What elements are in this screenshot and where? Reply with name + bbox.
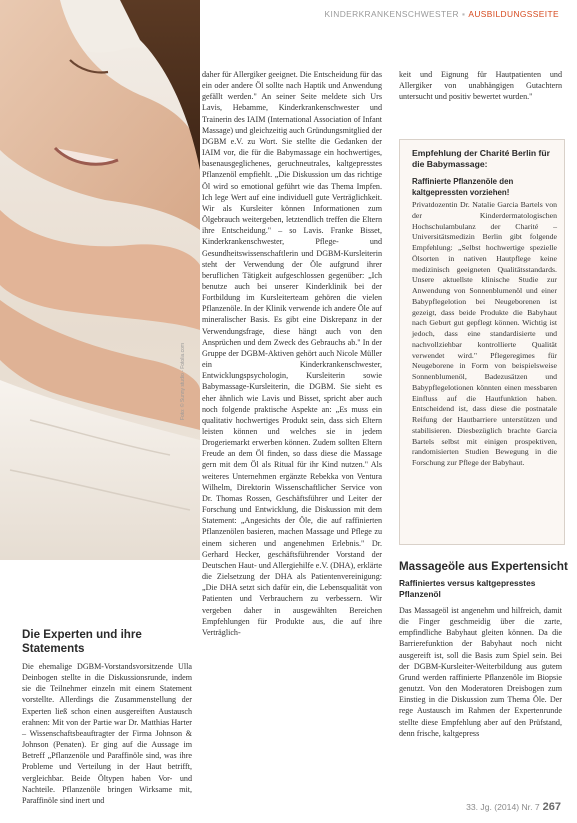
middle-column [202,69,382,638]
infobox-body: Privatdozentin Dr. Natalie Garcia Bartels von der Kinderdermatologischen Hochschulambulanz der Charité – Universitätsmedizin Berlin gibt folgende Empfehlung: „Selbst hochwertige spezielle Ölsorten in nativen Hautpflege keine medizinisch geeigneten Qualitätsstandards. Unsere aktuellste klinische Studie zur Anwendung von Sonnenblumenöl und einer Babypflegelotion bei Neugeborenen ist gezeigt, dass beide Produkte die Babyhaut nach Geburt gut gepflegt können. Wichtig ist jedoch, dass eine standardisierte und nachvollziehbar kontrollierte Qualität verwendet wird." Pflegeregimes für Neugeborene in Form von beispielsweise Sonnenblumenöl, Badezusätzen und Babypflegelotionen könnten einen messbaren Einfluss auf die Hautfunktion haben. Entscheidend ist, dass diese die postnatale Reifung der Hautbarriere unterstützen und stabilisieren. Diesbezüglich brachte Garcia Bartels selbst mit einigen prospektiven, randomisierten Studien Bewegung in die Forschung zur Pflege der Babyhaut. [412,200,557,467]
right-column-top-text: keit und Eignung für Hautpatienten und Allergiker von unabhängigen Gutachtern untersucht und positiv bewertet wurden." [399,70,562,102]
page-number: 267 [542,801,561,813]
issue-info: 33. Jg. (2014) Nr. 7 [466,802,540,812]
charite-infobox [399,139,565,545]
right-subheading: Raffiniertes versus kaltgepresstes Pflanzenöl [399,578,536,599]
right-column-bottom [399,605,562,739]
left-column-text: Die ehemalige DGBM-Vorstandsvorsitzende Ulla Deinbogen stellte in die Diskussionsrunde, indem sie die Teilnehmer einzeln mit einem Statement vorstellte. Allerdings die Zusammenstellung der Experten ließ schon einen ausgereiften Austausch erahnen: Mit von der Partie war Dr. Matthias Harter – Wissenschaftsbeauftragter der Firma Johnson & Johnson (Penaten). Er ging auf die Aussage im Betreff „Pflanzenöle und Paraffinöle sind, was ihre Probleme und Verteilung in der Haut betrifft, vergleichbar. Beide Öltypen haben Vor- und Nachteile. Pflanzenöle bringen Wirksame mit, Paraffinöle sind inert und [22,662,192,805]
header-separator-icon: ▪ [461,9,466,19]
right-column-bottom-text: Das Massageöl ist angenehm und hilfreich, damit die Finger geschmeidig über die zarte, empfindliche Babyhaut gleiten können. Da die Barrierefunktion der Babyhaut noch nicht ausgereift ist, soll die Basis zum Spiel sein. Bei der DGBM-Kursleiter-Weiterbildung aus gutem Grund werden raffinierte Pflanzenöle im Biopsie genutzt. Von den Moderatoren Dreisbogen zum Einstieg in die Diskussion zum Thema Öle. Der rege Austausch im Rahmen der Expertenrunde stellte diese Empfehlung aber auf den Prüfstand, denn frische, kaltgepress [399,606,562,738]
infobox-subtitle: Raffinierte Pflanzenöle den kaltgepressten vorziehen! [412,177,514,197]
left-heading: Die Experten und ihre Statements [22,628,142,655]
mother-baby-photo [0,0,200,560]
infobox-title: Empfehlung der Charité Berlin für die Babymassage: [412,148,550,169]
photo-credit: Foto: © Sunny studio - Fotolia.com [180,342,186,420]
running-header [325,9,559,19]
header-photo [0,0,200,560]
right-heading: Massageöle aus Expertensicht [399,560,568,573]
section-name: AUSBILDUNGSSEITE [468,9,559,19]
publication-name: KINDERKRANKENSCHWESTER [324,9,459,19]
middle-column-text: daher für Allergiker geeignet. Die Entscheidung für das ein oder andere Öl sollte nach Haptik und Anwendung gefällt werden." An seiner Seite meldete sich Urs Lavis, Hebamme, Kinderkrankenschwester und Trainerin des IAIM (International Association of Infant Massage) und gleichzeitig auch Gründungsmitglied der DGBM e.V. zu Wort. Sie stellte die Gedanken der IAIM vor, die für die Babymassage ein hochwertiges, basenausgeglichenes, geruchneutrales, kaltgepresstes Pflanzenöl empfiehlt. „Die Diskussion um das richtige Öl wird so emotional geführt wie das Thema Impfen. Ich lege Wert auf eine individuell gute Verträglichkeit. Wir als Kursleiter können Informationen zum Ölgebrauch weitergeben, letztendlich treffen die Eltern ihre Entscheidung." – so Lavis. Franke Bisset, Kinderkrankenschwester, Pflege- und Gesundheitswissenschaftlerin und DGBM-Kursleiterin steht der Verwendung der Öle aufgrund ihrer beruflichen Tätigkeit aufgeschlossen gegenüber: „Ich benutze auch bei unserer Kinderklinik bei der Fortbildung im Kursleiterteam gehören die vielen Pflanzenöle. In der Klinik verwende ich andere Öle auf mineralischer Basis. Es gibt eine Diskrepanz in der Verwendungsfrage, diese hängt auch von den Ansprüchen und dem Zweck des Gebrauchs ab." In der Gruppe der DGBM-Aktiven gehört auch Nicole Müller ein Kinderkrankenschwester, Entwicklungspsychologin, Kursleiterin sowie Babymassage-Kursleiterin, die DGBM. Sie sieht es eher ähnlich wie Lavis und Bisset, spricht aber auch noch folgende praktische Aspekte an: „Es muss ein qualitativ hochwertiges Produkt sein, dass sich Eltern leisten können und welches sie in jedem Drogeriemarkt erwerben können. Zudem sollten Eltern Freude an dem Öl finden, so dass diese die Massage gern mit dem Öl als Ritual für ihr Kind nutzen." Als weiteres Unternehmen ergänzte Rebekka von Ventura Wilhelm, Direktorin Wissenschaftlicher Service von Dr. Thomas Rossen, Geschäftsführer und Leiter der Forschung und Entwicklung, die Diskussion mit dem Statement: „Angesichts der Öle, die auf raffinierten Pflanzenölen basieren, machen Massage und Pflege zu einem sicheren und angenehmen Erlebnis." Dr. Gerhard Hecker, geschäftsführender Vorstand der Deutschen Haut- und Allergiehilfe e.V. (DHA), erklärte die Zielsetzung der DHA als Patientenvereinigung: „Die DHA setzt sich dafür ein, die Lebensqualität von Patienten und Verbrauchern zu verbessern. Wir vergeben daher in ausgewählten Bereichen Empfehlungen für Produkte aus, die auf ihre Verträglich- [202,70,382,637]
page-footer [466,801,561,813]
right-column-top [399,69,562,102]
left-column [22,661,192,806]
